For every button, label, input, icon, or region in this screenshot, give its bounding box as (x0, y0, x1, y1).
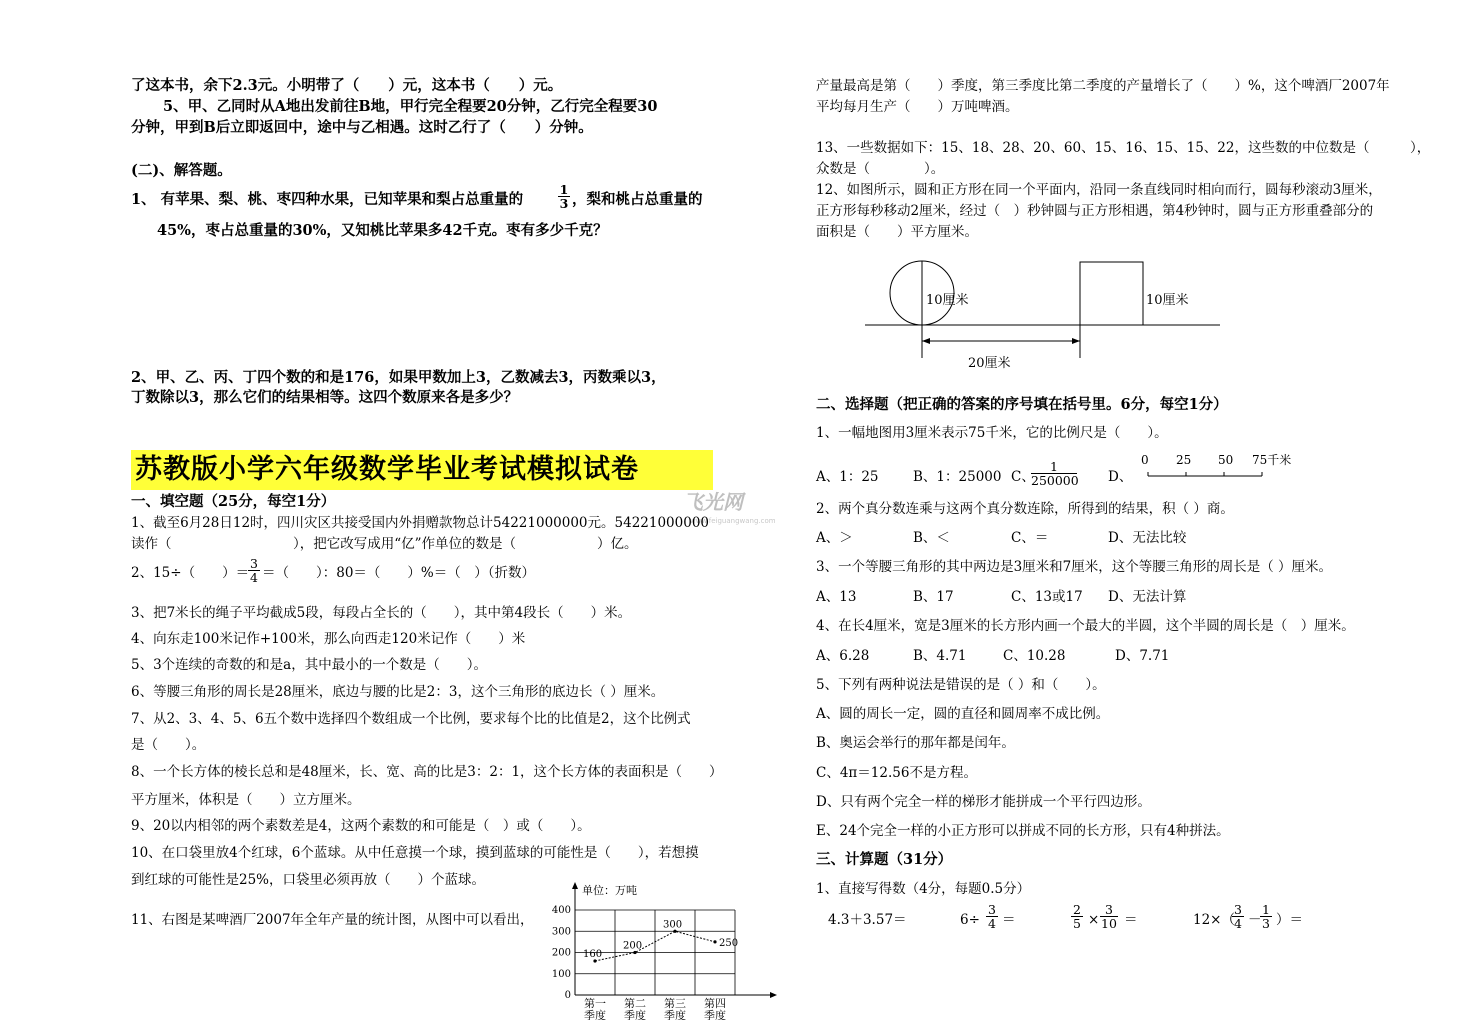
circle-square-figure (860, 255, 1220, 375)
question-2: 2、15÷（ ）＝ (131, 565, 250, 581)
question-10: 10、在口袋里放4个红球，6个蓝球。从中任意摸一个球，摸到蓝球的可能性是（ ），若想摸 (131, 845, 699, 861)
chart-points (583, 919, 738, 962)
text-line: 丁数除以3，那么它们的结果相等。这四个数原来各是多少？ (131, 389, 519, 406)
fraction: $\frac{3}{4}$ (1232, 903, 1244, 930)
y-axis-arrow (572, 882, 578, 889)
option-d: D、无法比较 (1108, 530, 1187, 546)
y-tick-label: 100 (551, 968, 571, 980)
scale-label: 0 (1141, 453, 1149, 467)
option-a: A、1：25 (816, 469, 879, 485)
option-d: D、只有两个完全一样的梯形才能拼成一个平行四边形。 (816, 794, 1151, 810)
watermark-logo: 飞光网 (683, 490, 743, 514)
text-line: 分钟，甲到B后立即返回中，途中与乙相遇。这时乙行了（ ）分钟。 (131, 119, 593, 136)
text-line: 面积是（ ）平方厘米。 (816, 224, 978, 240)
x-tick-label: 第四 (704, 997, 726, 1010)
option-a: A、＞ (816, 530, 853, 546)
calc-instruction: 1、直接写得数（4分，每题0.5分） (816, 881, 1031, 897)
text-line: 到红球的可能性是25%，口袋里必须再放（ ）个蓝球。 (131, 872, 486, 888)
expression-4: 12×（ (1193, 912, 1235, 928)
square-shape (1080, 262, 1143, 325)
choice-question-4: 4、在长4厘米，宽是3厘米的长方形内画一个最大的半圆，这个半圆的周长是（ ）厘米。 (816, 618, 1355, 634)
data-label: 200 (623, 940, 643, 952)
chart-y-ticks (552, 905, 571, 1001)
closing-equals: ）＝ (1276, 912, 1303, 928)
chart-axes (572, 882, 777, 998)
square-label: 10厘米 (1146, 293, 1189, 308)
watermark-url: www.feiguangwang.com (690, 517, 776, 525)
text-line: 了这本书，余下2.3元。小明带了（ ）元，这本书（ ）元。 (131, 77, 563, 94)
option-a: A、圆的周长一定，圆的直径和圆周率不成比例。 (816, 706, 1110, 722)
text-line: 平均每月生产（ ）万吨啤酒。 (816, 99, 1019, 115)
x-axis-arrow (770, 992, 777, 998)
question-12: 12、如图所示，圆和正方形在同一个平面内，沿同一条直线同时相向而行，圆每秒滚动3厘米， (816, 182, 1382, 198)
question-9: 9、20以内相邻的两个素数差是4，这两个素数的和可能是（ ）或（ ）。 (131, 818, 591, 834)
option-b: B、1：25000 (913, 469, 1002, 485)
option-c: C、13或17 (1011, 589, 1083, 605)
y-tick-label: 300 (551, 926, 571, 938)
option-c: C、10.28 (1003, 648, 1066, 664)
problem-1: 1、 有苹果、梨、桃、枣四种水果，已知苹果和梨占总重量的 (131, 191, 524, 208)
data-label: 300 (663, 919, 683, 931)
x-tick-label: 季度 (584, 1009, 606, 1020)
production-line-chart (540, 880, 790, 1020)
question-13: 13、一些数据如下：15、18、28、20、60、15、16、15、15、22，这些数的中位数是（ ）， (816, 140, 1431, 156)
section-heading: (二)、解答题。 (131, 162, 232, 179)
equals-sign: ＝ (1124, 912, 1138, 928)
distance-label: 20厘米 (968, 356, 1011, 371)
fraction: $\frac{1}{250000}$ (1031, 459, 1079, 488)
scale-bar (1138, 450, 1308, 480)
section-heading: 三、计算题（31分） (816, 851, 953, 868)
text-line: 是（ ）。 (131, 737, 206, 753)
scale-label: 75千米 (1252, 453, 1292, 467)
section-heading: 二、选择题（把正确的答案的序号填在括号里。6分，每空1分） (816, 396, 1228, 413)
fraction: $\frac{1}{3}$ (559, 182, 569, 211)
expression-1: 4.3＋3.57＝ (828, 912, 907, 928)
chart-x-ticks (584, 997, 726, 1020)
question-11: 11、右图是某啤酒厂2007年全年产量的统计图，从图中可以看出， (131, 912, 534, 928)
question-4: 4、向东走100米记作+100米，那么向西走120米记作（ ）米 (131, 631, 526, 647)
option-c: C、＝ (1011, 530, 1049, 546)
x-tick-label: 第三 (664, 997, 686, 1010)
x-tick-label: 第一 (584, 997, 606, 1010)
option-b: B、4.71 (913, 648, 967, 664)
arrow-left (922, 338, 930, 344)
question-5: 5、3个连续的奇数的和是a，其中最小的一个数是（ ）。 (131, 657, 487, 673)
option-b: B、17 (913, 589, 954, 605)
section-heading: 一、填空题（25分，每空1分） (131, 493, 336, 510)
y-tick-label: 200 (551, 947, 571, 959)
option-b: B、奥运会举行的那年都是闰年。 (816, 735, 1015, 751)
option-e: E、24个完全一样的小正方形可以拼成不同的长方形，只有4种拼法。 (816, 823, 1230, 839)
text-line: 45%，枣占总重量的30%，又知桃比苹果多42千克。枣有多少千克？ (157, 222, 608, 239)
option-d: D、无法计算 (1108, 589, 1187, 605)
option-c: C、 (1011, 469, 1035, 485)
x-tick-label: 季度 (664, 1009, 686, 1020)
chart-unit-label: 单位：万吨 (582, 884, 637, 897)
option-d: D、7.71 (1115, 648, 1170, 664)
data-point (713, 940, 716, 943)
fraction: $\frac{3}{4}$ (986, 903, 998, 930)
option-d: D、 (1108, 469, 1133, 485)
question-1: 1、截至6月28日12时，四川灾区共接受国内外捐赠款物总计54221000000元。54221000000 (131, 515, 709, 531)
fraction: $\frac{3}{10}$ (1101, 902, 1117, 931)
option-c: C、4π＝12.56不是方程。 (816, 765, 977, 781)
data-label: 160 (583, 949, 603, 960)
text-line: ，梨和桃占总重量的 (572, 191, 703, 208)
x-tick-label: 第二 (624, 997, 646, 1010)
question-5: 5、甲、乙同时从A地出发前往B地，甲行完全程要20分钟，乙行完全程要30 (163, 98, 658, 115)
question-8: 8、一个长方体的棱长总和是48厘米，长、宽、高的比是3：2：1，这个长方体的表面积是（ ） (131, 764, 723, 780)
times-sign: × (1088, 912, 1100, 928)
y-tick-label: 0 (564, 990, 571, 1001)
choice-question-3: 3、一个等腰三角形的其中两边是3厘米和7厘米，这个等腰三角形的周长是（ ）厘米。 (816, 559, 1333, 575)
text-line: 众数是（ ）。 (816, 161, 945, 177)
fraction: $\frac{3}{4}$ (248, 557, 260, 584)
expression-2: 6÷ (960, 912, 980, 928)
scale-label: 25 (1176, 453, 1192, 467)
option-a: A、13 (816, 589, 857, 605)
text-line: 正方形每秒移动2厘米，经过（ ）秒钟圆与正方形相遇，第4秒钟时，圆与正方形重叠部分的 (816, 203, 1374, 219)
x-tick-label: 季度 (624, 1009, 646, 1020)
choice-question-1: 1、一幅地图用3厘米表示75千米，它的比例尺是（ ）。 (816, 425, 1168, 441)
equals-sign: ＝ (1002, 912, 1016, 928)
scale-label: 50 (1218, 453, 1234, 467)
arrow-right (1072, 338, 1080, 344)
question-6: 6、等腰三角形的周长是28厘米，底边与腰的比是2：3，这个三角形的底边长（ ）厘米。 (131, 684, 665, 700)
text-line: ＝（ ）：80＝（ ）%＝（ ）（折数） (262, 565, 536, 581)
circle-label: 10厘米 (926, 293, 969, 308)
text-line: 产量最高是第（ ）季度，第三季度比第二季度的产量增长了（ ）%，这个啤酒厂2007年 (816, 78, 1390, 94)
choice-question-5: 5、下列有两种说法是错误的是（ ）和（ ）。 (816, 677, 1106, 693)
minus-sign: － (1248, 912, 1262, 928)
text-line: 读作（ ），把它改写成用“亿”作单位的数是（ ）亿。 (131, 536, 638, 552)
question-7: 7、从2、3、4、5、6五个数中选择四个数组成一个比例，要求每个比的比值是2，这个比例式 (131, 711, 691, 727)
x-tick-label: 季度 (704, 1009, 726, 1020)
choice-question-2: 2、两个真分数连乘与这两个真分数连除，所得到的结果，积（ ）商。 (816, 501, 1234, 517)
fraction: $\frac{1}{3}$ (1260, 903, 1272, 930)
exam-title: 苏教版小学六年级数学毕业考试模拟试卷 (131, 450, 713, 490)
option-b: B、＜ (913, 530, 950, 546)
data-label: 250 (719, 937, 739, 949)
y-tick-label: 400 (551, 905, 571, 916)
option-a: A、6.28 (816, 648, 870, 664)
problem-2: 2、甲、乙、丙、丁四个数的和是176，如果甲数加上3，乙数减去3，丙数乘以3， (131, 369, 666, 386)
fraction: $\frac{2}{5}$ (1071, 903, 1083, 930)
text-line: 平方厘米，体积是（ ）立方厘米。 (131, 792, 361, 808)
question-3: 3、把7米长的绳子平均截成5段，每段占全长的（ ），其中第4段长（ ）米。 (131, 605, 632, 621)
